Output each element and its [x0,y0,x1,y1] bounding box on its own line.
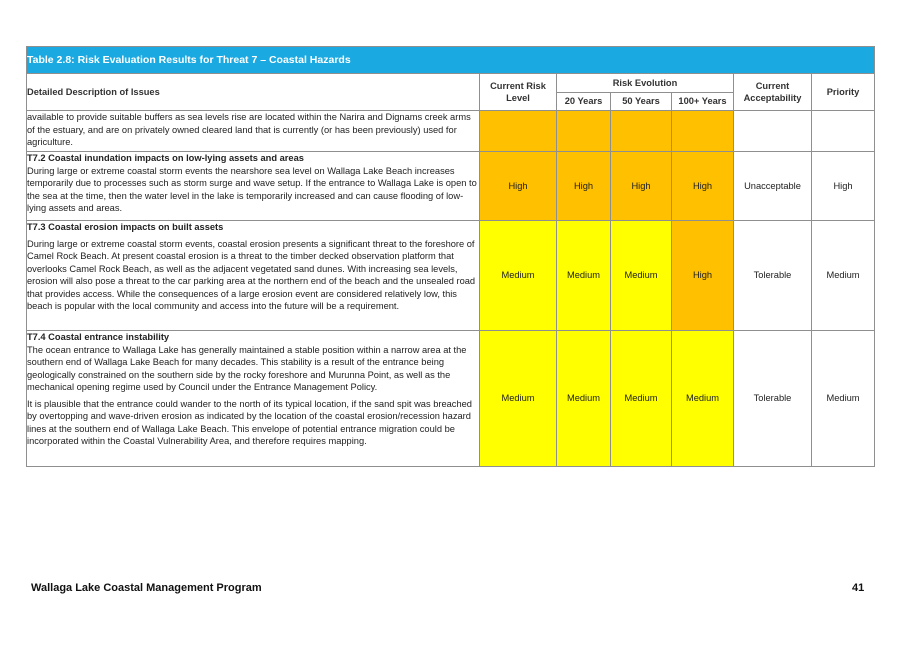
issue-title: T7.4 Coastal entrance instability [27,332,170,342]
header-priority: Priority [812,74,875,111]
header-100-years: 100+ Years [672,93,734,111]
table-caption: Table 2.8: Risk Evaluation Results for Threat 7 – Coastal Hazards [27,47,875,74]
issue-description [27,111,480,152]
issue-paragraph: The ocean entrance to Wallaga Lake has generally maintained a stable position within a narrow area at the southern end of Wallaga Lake Beach for many decades. This stability is a result of the entrance being geologically constrained on the southern side by the rocky foreshore and Murunna Point, as well as the mechanical opening regime used by Council under the Entrance Management Policy. [27,344,467,392]
table-row [27,152,875,221]
issue-description [27,331,480,467]
priority-cell: Medium [812,331,875,467]
header-description: Detailed Description of Issues [27,74,480,111]
risk-100-years-cell: High [672,221,734,331]
current-risk-cell: Medium [480,221,557,331]
risk-50-years-cell: Medium [611,331,672,467]
issue-paragraph: It is plausible that the entrance could wander to the north of its typical location, if the sand spit was breached by overtopping and wave-driven erosion as indicated by the location of the coastal erosion/recession hazard lines at the southern end of Wallaga Lake Beach. This envelope of potential entrance migration could be incorporated within the Coastal Vulnerability Area, and therefore requires mapping. [27,398,472,446]
risk-100-years-cell [672,111,734,152]
risk-20-years-cell [557,111,611,152]
risk-100-years-cell: Medium [672,331,734,467]
table-row [27,331,875,467]
risk-evaluation-table [26,46,875,467]
issue-title: T7.2 Coastal inundation impacts on low-lying assets and areas [27,153,304,163]
header-acceptability: Current Acceptability [734,74,812,111]
issue-paragraph: During large or extreme coastal storm events the nearshore sea level on Wallaga Lake Beach increases temporarily due to processes such as storm surge and wave setup. If the entrance to Wallaga Lake is open to the sea at the time, then the water level in the lake is temporarily increased and can cause flooding of low-lying assets and areas. [27,165,477,213]
issue-paragraph: During large or extreme coastal storm events, coastal erosion presents a significant threat to the foreshore of Camel Rock Beach. At present coastal erosion is a threat to the timber decked observation platform that overlooks Camel Rock Beach, as well as the adjacent vegetated sand dunes. With increasing sea levels, erosion will also pose a threat to the car parking area at the northern end of the beach and the unsealed road that provides access. While the consequences of a large erosion event are considered relatively low, this beach is popular with the local community and access into the future will be a requirement. [27,238,476,311]
acceptability-cell: Tolerable [734,221,812,331]
header-50-years: 50 Years [611,93,672,111]
priority-cell [812,111,875,152]
issue-description [27,221,480,331]
current-risk-cell: Medium [480,331,557,467]
issue-paragraph: available to provide suitable buffers as sea levels rise are located within the Narira and Dignams creek arms of the estuary, and are on privately owned cleared land that is currently (or has been previously) used for agriculture. [27,112,471,147]
current-risk-cell: High [480,152,557,221]
acceptability-cell [734,111,812,152]
header-risk-evolution: Risk Evolution [557,74,734,93]
risk-100-years-cell: High [672,152,734,221]
table-row [27,221,875,331]
risk-50-years-cell: High [611,152,672,221]
risk-20-years-cell: Medium [557,221,611,331]
issue-description [27,152,480,221]
risk-20-years-cell: High [557,152,611,221]
acceptability-cell: Unacceptable [734,152,812,221]
header-20-years: 20 Years [557,93,611,111]
header-current-risk: Current Risk Level [480,74,557,111]
footer-document-title: Wallaga Lake Coastal Management Program [31,582,262,594]
acceptability-cell: Tolerable [734,331,812,467]
page-number: 41 [852,582,865,594]
issue-title: T7.3 Coastal erosion impacts on built assets [27,222,224,232]
table-row [27,111,875,152]
current-risk-cell [480,111,557,152]
priority-cell: High [812,152,875,221]
risk-50-years-cell: Medium [611,221,672,331]
risk-20-years-cell: Medium [557,331,611,467]
risk-50-years-cell [611,111,672,152]
priority-cell: Medium [812,221,875,331]
